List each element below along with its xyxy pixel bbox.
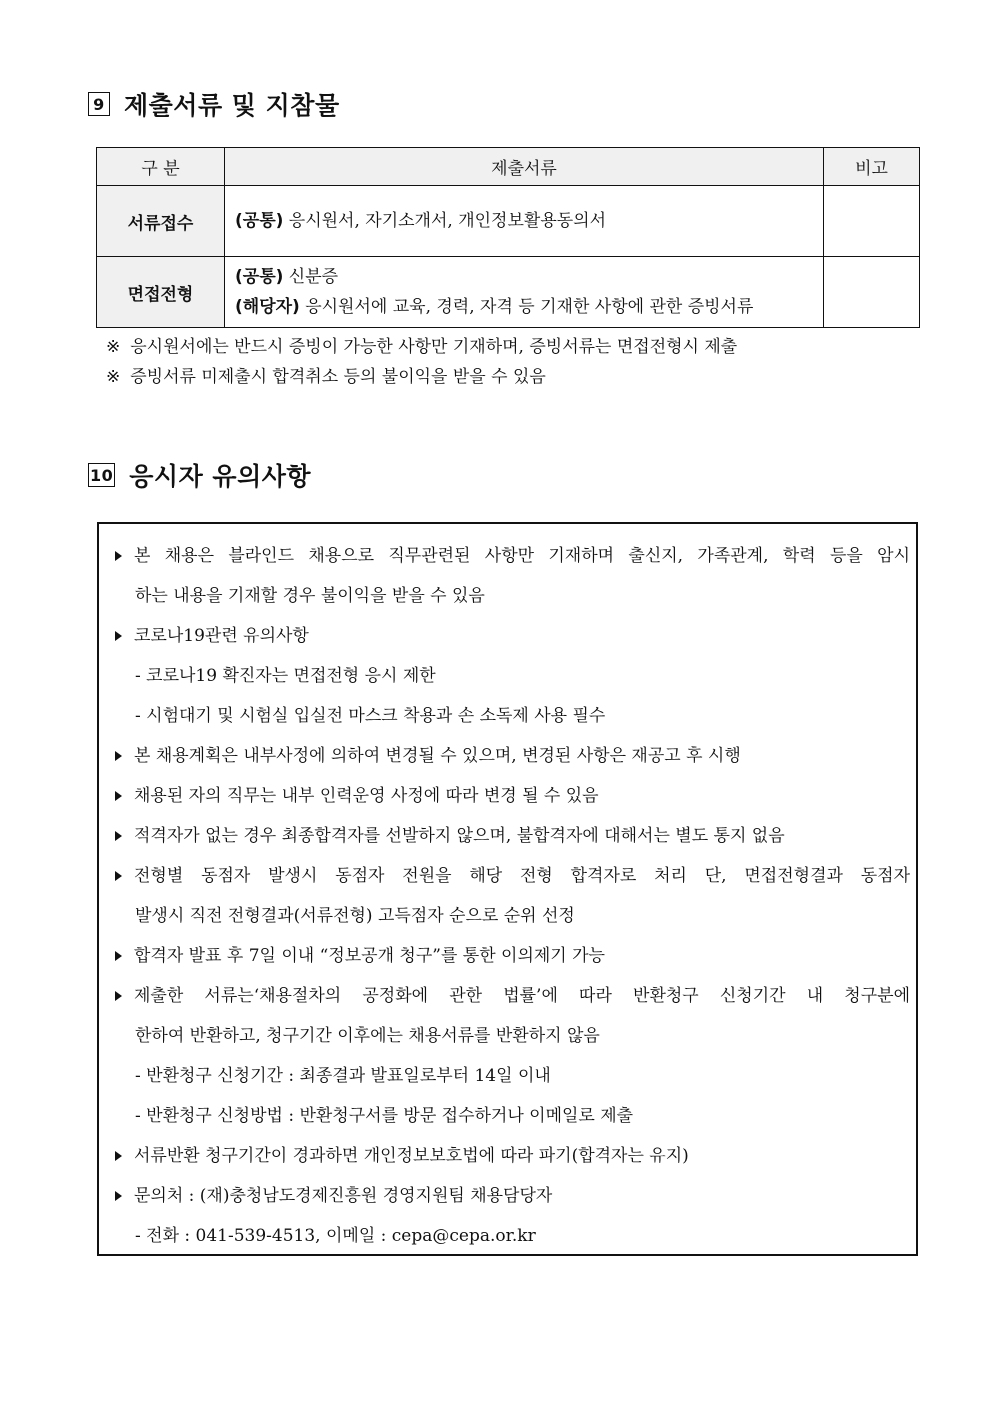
bullet-triangle-icon — [115, 1151, 122, 1161]
notice-text: - 코로나19 확진자는 면접전형 응시 제한 — [135, 666, 436, 686]
notice-text: 하는 내용을 기재할 경우 불이익을 받을 수 있음 — [135, 586, 485, 606]
applicant-notice-box — [97, 522, 918, 1256]
row-category: 면접전형 — [97, 257, 225, 328]
list-item-continuation — [115, 576, 910, 616]
row-category: 서류접수 — [97, 186, 225, 257]
remark-text: 증빙서류 미제출시 합격취소 등의 불이익을 받을 수 있음 — [130, 367, 546, 387]
list-item — [115, 816, 910, 856]
header-remarks: 비고 — [824, 148, 920, 186]
table-remarks — [106, 332, 737, 392]
bullet-triangle-icon — [115, 791, 122, 801]
section-10-title: 응시자 유의사항 — [129, 462, 312, 491]
notice-text: - 반환청구 신청방법 : 반환청구서를 방문 접수하거나 이메일로 제출 — [135, 1106, 634, 1126]
section-10-heading — [88, 457, 311, 493]
notice-text: 문의처 : (재)충청남도경제진흥원 경영지원팀 채용담당자 — [134, 1186, 553, 1206]
sub-item — [115, 1056, 910, 1096]
sub-item-contact — [115, 1216, 910, 1256]
reference-mark-icon: ※ — [106, 367, 121, 387]
bullet-triangle-icon — [115, 871, 122, 881]
section-9-number: 9 — [88, 92, 110, 116]
list-item — [115, 976, 910, 1016]
doc-tag: (해당자) — [235, 297, 300, 317]
list-item — [115, 776, 910, 816]
list-item — [115, 856, 910, 896]
list-item — [115, 936, 910, 976]
notice-text: 전형별 동점자 발생시 동점자 전원을 해당 전형 합격자로 처리 단, 면접전형결과 동점자 — [134, 866, 910, 886]
list-item — [115, 1176, 910, 1216]
remark-item — [106, 332, 737, 362]
notice-text: 채용된 자의 직무는 내부 인력운영 사정에 따라 변경 될 수 있음 — [134, 786, 599, 806]
bullet-triangle-icon — [115, 551, 122, 561]
section-9-title: 제출서류 및 지참물 — [124, 91, 340, 120]
list-item — [115, 736, 910, 776]
notice-text: 적격자가 없는 경우 최종합격자를 선발하지 않으며, 불합격자에 대해서는 별도 통지 없음 — [134, 826, 785, 846]
notice-text: 코로나19관련 유의사항 — [134, 626, 309, 646]
table-row — [97, 257, 920, 328]
bullet-triangle-icon — [115, 831, 122, 841]
submission-documents-table — [96, 147, 920, 328]
notice-text: 제출한 서류는‘채용절차의 공정화에 관한 법률’에 따라 반환청구 신청기간 내 청구분에 — [134, 986, 910, 1006]
bullet-triangle-icon — [115, 751, 122, 761]
notice-text: 발생시 직전 전형결과(서류전형) 고득점자 순으로 순위 선정 — [135, 906, 575, 926]
notice-text: 본 채용은 블라인드 채용으로 직무관련된 사항만 기재하며 출신지, 가족관계, 학력 등을 암시 — [134, 546, 910, 566]
reference-mark-icon: ※ — [106, 337, 121, 357]
list-item-continuation — [115, 896, 910, 936]
row-note — [824, 257, 920, 328]
notice-text: 서류반환 청구기간이 경과하면 개인정보보호법에 따라 파기(합격자는 유지) — [134, 1146, 689, 1166]
notice-text: 합격자 발표 후 7일 이내 “정보공개 청구”를 통한 이의제기 가능 — [134, 946, 605, 966]
list-item — [115, 1136, 910, 1176]
list-item-continuation — [115, 1016, 910, 1056]
contact-text: - 전화 : 041-539-4513, 이메일 : cepa@cepa.or.kr — [135, 1226, 536, 1246]
row-note — [824, 186, 920, 257]
section-10-number: 10 — [88, 463, 115, 487]
doc-tag: (공통) — [235, 211, 284, 231]
remark-text: 응시원서에는 반드시 증빙이 가능한 사항만 기재하며, 증빙서류는 면접전형시 제출 — [130, 337, 738, 357]
doc-text: 응시원서에 교육, 경력, 자격 등 기재한 사항에 관한 증빙서류 — [299, 297, 754, 317]
doc-line — [235, 292, 813, 322]
header-category: 구 분 — [97, 148, 225, 186]
row-documents — [225, 257, 824, 328]
table-header-row — [97, 148, 920, 186]
notice-text: 한하여 반환하고, 청구기간 이후에는 채용서류를 반환하지 않음 — [135, 1026, 600, 1046]
bullet-triangle-icon — [115, 1191, 122, 1201]
bullet-triangle-icon — [115, 991, 122, 1001]
sub-item — [115, 656, 910, 696]
table-row — [97, 186, 920, 257]
list-item — [115, 616, 910, 656]
row-documents — [225, 186, 824, 257]
sub-item — [115, 1096, 910, 1136]
notice-text: - 시험대기 및 시험실 입실전 마스크 착용과 손 소독제 사용 필수 — [135, 706, 606, 726]
bullet-triangle-icon — [115, 631, 122, 641]
notice-text: - 반환청구 신청기간 : 최종결과 발표일로부터 14일 이내 — [135, 1066, 551, 1086]
sub-item — [115, 696, 910, 736]
header-documents: 제출서류 — [225, 148, 824, 186]
remark-item — [106, 362, 737, 392]
notice-text: 본 채용계획은 내부사정에 의하여 변경될 수 있으며, 변경된 사항은 재공고 후 시행 — [134, 746, 741, 766]
bullet-triangle-icon — [115, 951, 122, 961]
section-9-heading — [88, 86, 340, 122]
notice-list — [115, 536, 910, 1256]
doc-tag: (공통) — [235, 267, 284, 287]
doc-text: 신분증 — [283, 267, 339, 287]
list-item — [115, 536, 910, 576]
doc-line — [235, 262, 813, 292]
doc-text: 응시원서, 자기소개서, 개인정보활용동의서 — [283, 211, 607, 231]
